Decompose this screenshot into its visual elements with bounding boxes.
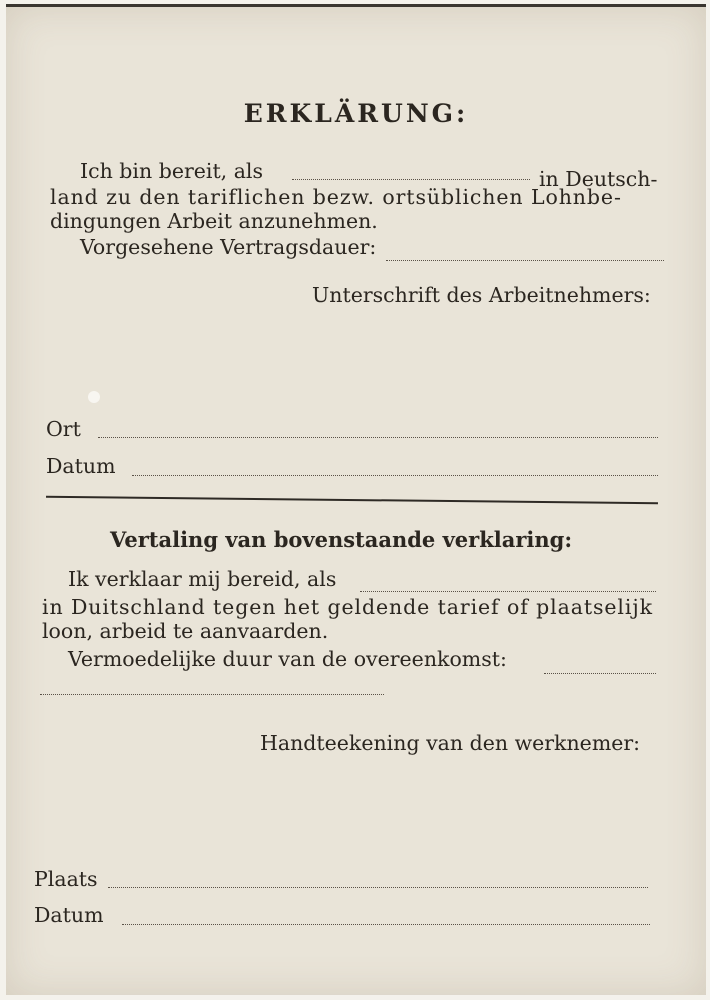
declaration-line-1-end: in Deutsch- [539,167,658,191]
declaration-line-1-start: Ich bin bereit, als [80,159,264,183]
employee-signature-label: Unterschrift des Arbeitnehmers: [312,283,651,307]
place-field[interactable] [98,437,658,438]
occupation-field-nl[interactable] [360,591,656,592]
plaats-label: Plaats [34,867,98,891]
translation-line-1-start: Ik verklaar mij bereid, als [68,567,337,591]
contract-duration-field[interactable] [386,260,664,261]
declaration-title: ERKLÄRUNG: [243,99,469,128]
occupation-field-de[interactable] [292,179,530,180]
agreement-duration-field[interactable] [544,673,656,674]
declaration-line-2: land zu den tariflichen bezw. ortsüblichen Lohnbe- [50,185,622,209]
section-divider [46,496,658,504]
date-label: Datum [46,454,116,478]
translation-line-2: in Duitschland tegen het geldende tarief of plaatselijk [42,595,653,619]
contract-duration-label: Vorgesehene Vertragsdauer: [80,235,377,259]
agreement-duration-label: Vermoedelijke duur van de overeenkomst: [68,647,507,671]
date-field[interactable] [132,475,658,476]
plaats-field[interactable] [108,887,648,888]
datum-field[interactable] [122,924,650,925]
agreement-duration-field-continued[interactable] [40,694,384,695]
form-sheet [6,4,706,995]
translation-line-3: loon, arbeid te aanvaarden. [42,619,329,643]
place-label: Ort [46,417,81,441]
declaration-line-3: dingungen Arbeit anzunehmen. [50,209,378,233]
paper-wear-spot [88,391,100,403]
worker-signature-label: Handteekening van den werknemer: [260,731,641,755]
translation-title: Vertaling van bovenstaande verklaring: [110,527,573,552]
datum-label: Datum [34,903,104,927]
